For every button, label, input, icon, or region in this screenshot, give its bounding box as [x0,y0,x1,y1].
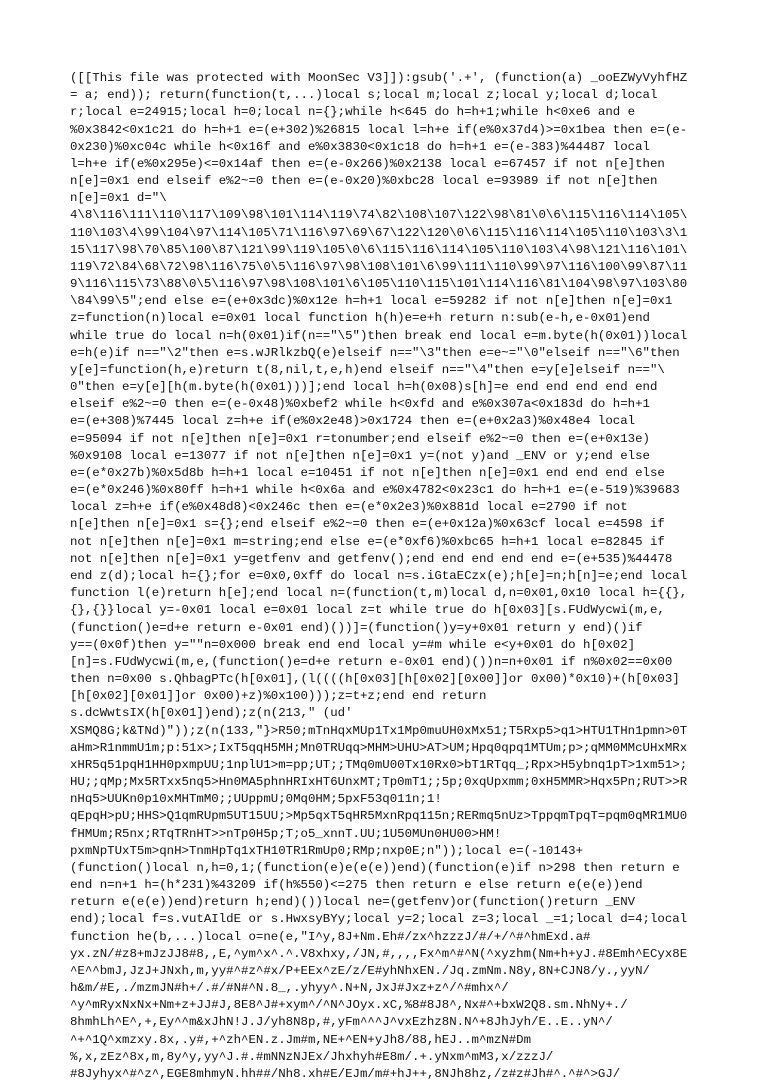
code-line: 0"then e=y[e][h(m.byte(h(0x01)))];end local h=h(0x08)s[h]=e end end end end end [70,380,658,395]
code-line: pxmNpTUxT5m>qnH>TnmHpTq1xTH10TR1RmUp0;RMp;nxp0E;n"));local e=(-10143+ [70,843,584,858]
code-line: fHMUm;R5nx;RTqTRnHT>>nTp0H5p;T;o5_xnnT.UU;1U50MUn0HU00>HM! [70,826,502,841]
code-line: e=(e*0x246)%0x80ff h=h+1 while h<0x6a and e%0x4782<0x23c1 do h=h+1 e=(e-519)%39683 [70,483,680,498]
code-line: z=function(n)local e=0x01 local function h(h)e=e+h return n:sub(e-h,e-0x01)end [70,311,650,326]
code-line: yx.zN/#z8+mJzJJ8#8,,E,^ym^x^.^.V8xhxy,/JN,#,,,,Fx^m^#^N(^xyzhm(Nm+h+yJ.#8Emh^ECyx8E [70,946,688,961]
code-line: [h[0x02][0x01]]or 0x00)+z)%0x100)));z=t+z;end end return [70,689,487,704]
code-line: ^y^mRyxNxNx+Nm+z+JJ#J,8E8^J#+xym^/^N^JOyx.xC,%8#8J8^,Nx#^+bxW2Q8.sm.NhNy+./ [70,998,628,1013]
code-line: %0x9108 local e=13077 if not n[e]then n[e]=0x1 y=(not y)and _ENV or y;end else [70,448,650,463]
code-line: end n=n+1 h=(h*231)%43209 if(h%550)<=275 then return e else return e(e(e))end [70,878,643,893]
code-line: (function()local n,h=0,1;(function(e)e(e(e))end)(function(e)if n>298 then return e [70,860,680,875]
code-line: 110\103\4\99\104\97\114\105\71\116\97\69\67\122\120\0\6\115\116\114\105\110\103\3\1 [70,225,688,240]
code-line: %0x3842<0x1c21 do h=h+1 e=(e+302)%26815 local l=h+e if(e%0x37d4)>=0x1bea then e=(e- [70,122,688,137]
code-line: 9\116\115\73\88\0\5\116\97\98\108\101\6\105\110\115\101\114\116\81\104\98\97\103\80 [70,277,688,292]
code-line: then n=0x00 s.QhbagPTc(h[0x01],(l((((h[0x03][h[0x02][0x00]]or 0x00)*0x10)+(h[0x03] [70,672,680,687]
code-line: not n[e]then n[e]=0x1 m=string;end else e=(e*0xf6)%0xbc65 h=h+1 local e=82845 if [70,534,665,549]
obfuscated-code-block [70,70,700,1083]
code-line: ([[This file was protected with MoonSec V3]]):gsub('.+', (function(a) _ooEZWyVyhfHZ [70,71,688,85]
code-line: 0x230)%0xc04c while h<0x16f and e%0x3830<0x1c18 do h=h+1 e=(e-383)%44487 local [70,139,650,154]
code-line: 119\72\84\68\72\98\116\75\0\5\116\97\98\108\101\6\99\111\110\99\97\116\100\99\87\11 [70,259,688,274]
code-line: 15\117\98\70\85\100\87\121\99\119\105\0\6\115\116\114\105\110\103\4\98\121\116\101\ [70,242,688,257]
code-line: elseif e%2~=0 then e=(e-0x48)%0xbef2 while h<0xfd and e%0x307a<0x183d do h=h+1 [70,397,650,412]
code-line: e=h(e)if n=="\2"then e=s.wJRlkzbQ(e)elseif n=="\3"then e=e~="\0"elseif n=="\6"then [70,345,680,360]
code-line: l=h+e if(e%0x295e)<=0x14af then e=(e-0x266)%0x2138 local e=67457 if not n[e]then [70,156,665,171]
code-line: ^+^1Q^xmzxy.8x,.y#,+^zh^EN.z.Jm#m,NE+^EN+yJh8/88,hEJ..m^mzN#Dm [70,1032,532,1047]
code-line: e=(e*0x27b)%0x5d8b h=h+1 local e=10451 if not n[e]then n[e]=0x1 end end end else [70,465,665,480]
code-line: 8hmhLh^E^,+,Ey^^m&xJhN!J.J/yh8N8p,#,yFm^^^J^vxEzhz8N.N^+8JhJyh/E..E..yN^/ [70,1015,613,1030]
code-line: xHR5q51pqH1HH0pxmpUU;1nplU1>m=pp;UT;;TMq0mU00Tx10Rx0>bT1RTqq_;Rpx>H5ybnq1pT>1xm51>; [70,757,688,772]
code-line: e=(e+308)%7445 local z=h+e if(e%0x2e48)>0x1724 then e=(e+0x2a3)%0x48e4 local [70,414,636,429]
code-line: not n[e]then n[e]=0x1 y=getfenv and getfenv();end end end end end e=(e+535)%44478 [70,551,673,566]
code-line: while true do local n=h(0x01)if(n=="\5")then break end local e=m.byte(h(0x01))local [70,328,688,343]
code-line: = a; end)); return(function(t,...)local s;local m;local z;local y;local d;local [70,88,658,103]
code-line: y==(0x0f)then y=""n=0x000 break end end local y=#m while e<y+0x01 do h[0x02] [70,637,636,652]
code-line: XSMQ8G;k&TNd)"));z(n(133,"}>R50;mTnHqxMUp1Tx1Mp0muUH0xMx51;T5Rxp5>q1>HTU1THn1pmn>0T [70,723,688,738]
code-line: s.dcWwtsIX(h[0x01])end);z(n(213," (ud' [70,706,353,721]
code-line: #8Jyhyx^#^z^,EGE8mhmyN.hh##/Nh8.xh#E/EJm/m#+hJ++,8NJh8hz,/z#z#Jh#^.^#^>GJ/ [70,1066,621,1081]
code-line: ^E^^bmJ,JzJ+JNxh,m,yy#^#z^#x/P+EEx^zE/z/E#yhNhxEN./Jq.zmNm.N8y,8N+CJN8/y.,yyN/ [70,963,650,978]
code-line: return e(e(e))end)return h;end)())local ne=(getfenv)or(function()return _ENV [70,895,636,910]
code-line: HU;;qMp;Mx5RTxx5nq5>Hn0MA5phnHRIxHT6UnxMT;Tp0mT1;;5p;0xqUpxmm;0xH5MMR>Hqx5Pn;RUT>>R [70,775,688,790]
code-line: {},{}}local y=-0x01 local e=0x01 local z=t while true do h[0x03][s.FUdWycwi(m,e, [70,603,665,618]
code-line: r;local e=24915;local h=0;local n={};while h<645 do h=h+1;while h<0xe6 and e [70,105,636,120]
code-line: end z(d);local h={};for e=0x0,0xff do local n=s.iGtaECzx(e);h[e]=n;h[n]=e;end local [70,568,688,583]
code-line: n[e]then n[e]=0x1 s={};end elseif e%2~=0 then e=(e+0x12a)%0x63cf local e=4598 if [70,517,665,532]
code-line: (function()e=d+e return e-0x01 end)())]=(function()y=y+0x01 return y end)()if [70,620,643,635]
code-line: \84\99\5";end else e=(e+0x3dc)%0x12e h=h+1 local e=59282 if not n[e]then n[e]=0x1 [70,294,673,309]
code-line: function l(e)return h[e];end local n=(function(t,m)local d,n=0x01,0x10 local h={{}, [70,586,688,601]
code-line: aHm>R1nmmU1m;p:51x>;IxT5qqH5MH;Mn0TRUqq>MHM>UHU>AT>UM;Hpq0qpq1MTUm;p>;qMM0MMcUHxMRx [70,740,688,755]
code-line: n[e]=0x1 end elseif e%2~=0 then e=(e-0x20)%0xbc28 local e=93989 if not n[e]then [70,174,658,189]
code-line: end);local f=s.vutAIldE or s.HwxsyBYy;local y=2;local z=3;local _=1;local d=4;local [70,912,688,927]
code-line: function he(b,...)local o=ne(e,"I^y,8J+Nm.Eh#/zx^hzzzJ/#/+/^#^hmExd.a# [70,929,591,944]
code-line: n[e]=0x1 d="\ [70,191,167,206]
code-line: nHq5>UUKn0p10xMHTmM0;;UUppmU;0Mq0HM;5pxF53q011n;1! [70,792,442,807]
code-line: y[e]=function(h,e)return t(8,nil,t,e,h)end elseif n=="\4"then e=y[e]elseif n=="\ [70,362,665,377]
code-line: local z=h+e if(e%0x48d8)<0x246c then e=(e*0x2e3)%0x881d local e=2790 if not [70,500,628,515]
code-line: 4\8\116\111\110\117\109\98\101\114\119\74\82\108\107\122\98\81\0\6\115\116\114\105\ [70,208,688,223]
code-line: qEpqH>pU;HHS>Q1qmRUpm5UT15UU;>Mp5qxT5qHR5MxnRpq115n;RERmq5nUz>TppqmTpqT=pqm0qMR1MU0 [70,809,688,824]
code-line: h&m/#E,./mzmJN#h+/.#/#N#^N.8_,.yhyy^.N+N,JxJ#Jxz+z^/^#mhx^/ [70,981,509,996]
code-line: %,x,zEz^8x,m,8y^y,yy^J.#.#mNNzNJEx/Jhxhyh#E8m/.+.yNxm^mM3,x/zzzJ/ [70,1049,554,1064]
code-line: e=95094 if not n[e]then n[e]=0x1 r=tonumber;end elseif e%2~=0 then e=(e+0x13e) [70,431,650,446]
code-line: [n]=s.FUdWycwi(m,e,(function()e=d+e return e-0x01 end)())n=n+0x01 if n%0x02==0x00 [70,654,673,669]
